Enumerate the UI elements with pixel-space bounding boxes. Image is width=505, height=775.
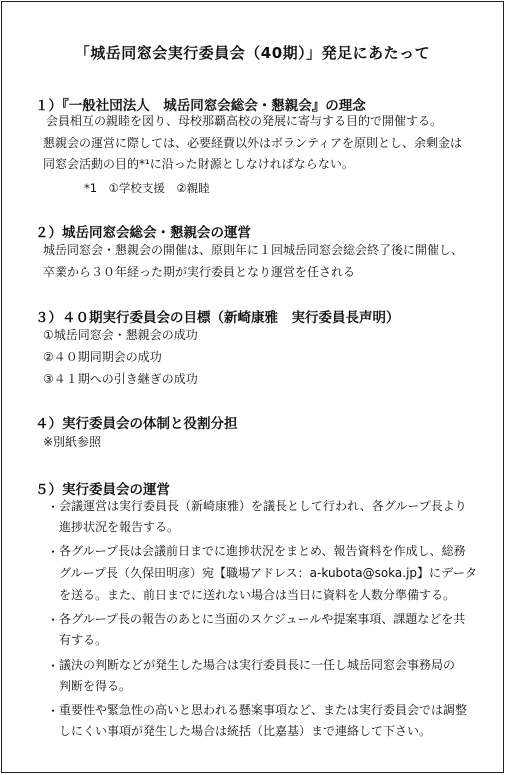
section-2-heading: ２）城岳同窓会総会・懇親会の運営 <box>35 225 251 241</box>
operation-item-line: 判断を得る。 <box>59 679 132 693</box>
section-1-line: 懇親会の運営に際しては、必要経費以外はボランティアを原則とし、余剰金は <box>43 136 463 150</box>
section-5-heading: ５）実行委員会の運営 <box>35 482 170 498</box>
document-title: 「城岳同窓会実行委員会（40期）」発足にあたって <box>74 44 431 62</box>
operation-item-line: を送る。また、前日までに送れない場合は当日に資料を人数分準備する。 <box>59 588 456 602</box>
bullet-mark: ・ <box>47 613 60 627</box>
section-2-line: 城岳同窓会・懇親会の開催は、原則年に１回城岳同窓会総会終了後に開催し、 <box>43 243 464 257</box>
bullet-mark: ・ <box>47 704 60 718</box>
section-4-heading: ４）実行委員会の体制と役割分担 <box>35 416 238 432</box>
section-3-heading: ３）４０期実行委員会の目標（新崎康雅 実行委員長声明） <box>35 310 400 326</box>
operation-item-line: 進捗状況を報告する。 <box>59 520 180 534</box>
bullet-mark: ・ <box>47 500 60 514</box>
section-2-line: 卒業から３０年経った期が実行委員となり運営を任される <box>43 265 356 279</box>
operation-item-line: 有する。 <box>59 633 108 647</box>
bullet-mark: ・ <box>47 545 60 559</box>
goal-item: ②４０期同期会の成功 <box>43 350 162 364</box>
section-4-note: ※別紙参照 <box>43 435 102 449</box>
operation-item-line: グループ長（久保田明彦）宛【職場アドレス：a-kubota@soka.jp】にデータ <box>59 566 478 580</box>
section-1-footnote: *1 ①学校支援 ②親睦 <box>84 181 210 195</box>
section-1-line: 会員相互の親睦を図り、母校那覇高校の発展に寄与する目的で開催する。 <box>46 114 443 128</box>
operation-item-line: 重要性や緊急性の高いと思われる懸案事項など、または実行委員会では調整 <box>59 703 468 717</box>
operation-item-line: 各グループ長は会議前日までに進捗状況をまとめ、報告資料を作成し、総務 <box>59 544 466 558</box>
goal-item: ③４１期への引き継ぎの成功 <box>43 372 198 386</box>
bullet-mark: ・ <box>47 659 60 673</box>
section-1-line: 同窓会活動の目的*¹に沿った財源としなければならない。 <box>43 157 354 171</box>
goal-item: ①城岳同窓会・懇親会の成功 <box>43 328 198 342</box>
document-page <box>1 1 504 773</box>
operation-item-line: 各グループ長の報告のあとに当面のスケジュールや提案事項、課題などを共 <box>59 612 466 626</box>
section-1-heading: １）『一般社団法人 城岳同窓会総会・懇親会』の理念 <box>35 98 366 114</box>
operation-item-line: 会議運営は実行委員長（新崎康雅）を議長として行われ、各グループ長より <box>59 499 467 513</box>
operation-item-line: しにくい事項が発生した場合は統括（比嘉基）まで連絡して下さい。 <box>59 724 432 738</box>
operation-item-line: 議決の判断などが発生した場合は実行委員長に一任し城岳同窓会事務局の <box>59 658 456 672</box>
